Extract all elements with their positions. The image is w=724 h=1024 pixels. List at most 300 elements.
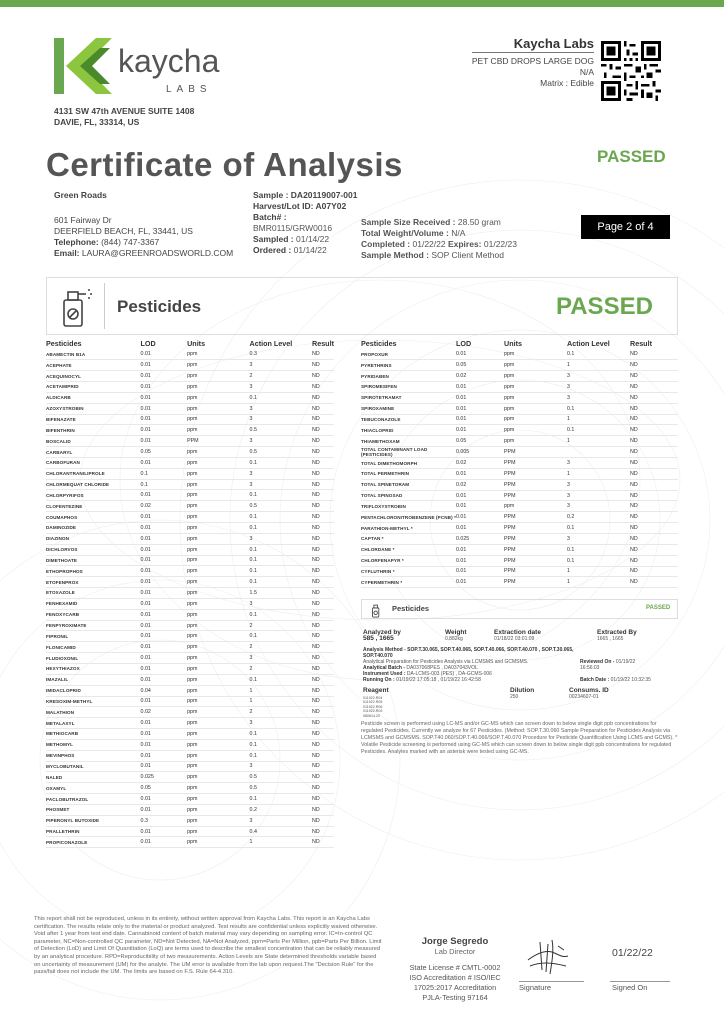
lod-value: 0.01	[141, 761, 188, 772]
units-value: ppm	[187, 479, 249, 490]
result-value: ND	[630, 534, 678, 545]
analyte-name: CHLORMEQUAT CHLORIDE	[46, 479, 141, 490]
action-level-value: 0.1	[250, 544, 312, 555]
analyzed-by-label: Analyzed by	[363, 629, 401, 636]
lod-value: 0.01	[456, 403, 504, 414]
units-value: ppm	[187, 685, 249, 696]
lod-value: 0.01	[456, 555, 504, 566]
lod-value: 0.02	[141, 707, 188, 718]
action-level-value: 3	[250, 761, 312, 772]
units-value: ppm	[187, 501, 249, 512]
result-value: ND	[312, 403, 334, 414]
lod-value: 0.05	[141, 783, 188, 794]
table-row	[46, 544, 334, 555]
table-row	[46, 360, 334, 371]
result-value: ND	[312, 804, 334, 815]
signed-on-label: Signed On	[612, 983, 648, 992]
extraction-date-label: Extraction date	[494, 629, 541, 636]
table-row	[46, 631, 334, 642]
analyte-name: IMAZALIL	[46, 674, 141, 685]
sample-details	[361, 217, 517, 261]
units-value: ppm	[187, 577, 249, 588]
analyte-name: ALDICARB	[46, 392, 141, 403]
units-value: ppm	[187, 468, 249, 479]
units-value: ppm	[187, 588, 249, 599]
lod-value: 0.05	[456, 436, 504, 447]
reagent-list	[363, 696, 473, 718]
result-value: ND	[630, 425, 678, 436]
batch-date-value: 01/19/22 10:32:35	[610, 677, 651, 683]
units-value: ppm	[187, 729, 249, 740]
lod-value: 0.01	[141, 403, 188, 414]
analyte-name: FENOXYCARB	[46, 609, 141, 620]
action-level-value: 1	[567, 436, 630, 447]
analyte-name: ETHOPROPHOS	[46, 566, 141, 577]
analyte-name: METALAXYL	[46, 718, 141, 729]
table-row	[46, 436, 334, 447]
signed-on-line	[610, 981, 670, 982]
sampled-label: Sampled :	[253, 234, 294, 244]
instrument-value: DA-LCMS-003 (PES) , DA-GCMS-006	[406, 671, 492, 677]
result-value: ND	[312, 523, 334, 534]
result-value: ND	[312, 468, 334, 479]
units-value: PPM	[504, 534, 567, 545]
lod-value: 0.3	[141, 815, 188, 826]
action-level-value: 3	[567, 458, 630, 469]
analyte-name: TOTAL CONTAMINANT LOAD (PESTICIDES)	[361, 447, 456, 458]
result-value: ND	[312, 457, 334, 468]
analyte-name: PYRIDABEN	[361, 371, 456, 382]
result-value: ND	[312, 382, 334, 393]
telephone-value: (844) 747-3367	[101, 237, 160, 247]
result-value: ND	[312, 674, 334, 685]
client-name: Green Roads	[54, 190, 107, 200]
lod-value: 0.01	[456, 349, 504, 360]
table-row	[361, 371, 678, 382]
result-value: ND	[312, 685, 334, 696]
analyte-name: ETOXAZOLE	[46, 588, 141, 599]
analyte-name: BIFENAZATE	[46, 414, 141, 425]
action-level-value: 2	[250, 371, 312, 382]
analyte-name: DAMINOZIDE	[46, 523, 141, 534]
batch-date-label: Batch Date :	[580, 677, 610, 683]
units-value: PPM	[504, 458, 567, 469]
result-value: ND	[630, 490, 678, 501]
analyte-name: PROPOXUR	[361, 349, 456, 360]
table-row	[46, 739, 334, 750]
table-row	[361, 360, 678, 371]
sample-id: Sample : DA20119007-001	[253, 190, 358, 200]
units-value: ppm	[187, 566, 249, 577]
units-value: PPM	[504, 523, 567, 534]
result-value: ND	[312, 631, 334, 642]
action-level-value: 0.1	[250, 739, 312, 750]
result-value: ND	[312, 588, 334, 599]
lab-info	[472, 38, 594, 89]
action-level-value: 0.5	[250, 425, 312, 436]
analyte-name: CARBARYL	[46, 447, 141, 458]
table-row	[361, 555, 678, 566]
reagent-label: Reagent	[363, 687, 389, 694]
result-value: ND	[312, 707, 334, 718]
action-level-value: 3	[250, 436, 312, 447]
lod-value: 0.01	[141, 696, 188, 707]
col-header-pesticide: Pesticides	[361, 339, 397, 348]
running-on-label: Running On :	[363, 677, 395, 683]
lod-value: 0.01	[456, 382, 504, 393]
lod-value: 0.01	[141, 826, 188, 837]
action-level-value: 0.1	[250, 577, 312, 588]
result-value: ND	[630, 360, 678, 371]
email-label: Email:	[54, 248, 80, 258]
action-level-value: 0.5	[250, 772, 312, 783]
action-level-value: 2	[250, 707, 312, 718]
table-row	[46, 794, 334, 805]
analyte-name: PENTACHLORONITROBENZENE (PCNB) *	[361, 512, 456, 523]
result-value: ND	[630, 479, 678, 490]
table-row	[46, 642, 334, 653]
extraction-date-value: 01/18/22 03:01:09	[494, 636, 535, 642]
state-license: State License # CMTL-0002	[409, 963, 501, 972]
method-note: Pesticide screen is performed using LC-MS and/or GC-MS which can screen down to below single digit ppb concentrations for regulated Pesticides. Currently we analyze for 67 Pesticides. (Method: SOP.T.30.060 Sample Preparation for Pesticides Analysis via LCMSMS and GCMSMS. SOP.T40.060/SOP.T.40.066/SOP.T.40.070 Procedure for Pesticide Quantification Using LCMS and GCMS). * Volatile Pesticide screening is performed using GC-MS which can screen down to below single digit ppb concentrations for regulated Pesticides. Analytes marked with an asterisk were tested using GC-MS.	[361, 721, 678, 755]
signed-date: 01/22/22	[612, 947, 653, 959]
action-level-value: 0.5	[250, 783, 312, 794]
analyte-name: CYFLUTHRIN *	[361, 566, 456, 577]
units-value: ppm	[187, 533, 249, 544]
extracted-by-value: 1665 , 1665	[597, 636, 624, 642]
units-value: ppm	[504, 392, 567, 403]
table-row	[46, 566, 334, 577]
action-level-value: 0.1	[567, 403, 630, 414]
action-level-value: 3	[250, 479, 312, 490]
lod-value: 0.01	[141, 804, 188, 815]
lod-value: 0.01	[141, 523, 188, 534]
spray-bottle-icon	[369, 602, 383, 618]
lod-value: 0.01	[141, 555, 188, 566]
table-row	[46, 783, 334, 794]
result-value: ND	[312, 761, 334, 772]
result-value: ND	[312, 783, 334, 794]
lab-address-line2: DAVIE, FL, 33314, US	[54, 117, 140, 127]
units-value: PPM	[504, 566, 567, 577]
units-value: PPM	[504, 512, 567, 523]
action-level-value: 3	[250, 414, 312, 425]
result-value: ND	[312, 794, 334, 805]
analyte-name: CYPERMETHRIN *	[361, 577, 456, 588]
result-value: ND	[312, 826, 334, 837]
action-level-value: 2	[250, 642, 312, 653]
units-value: PPM	[504, 544, 567, 555]
analyte-name: SPIROMESIFEN	[361, 382, 456, 393]
action-level-value: 0.1	[250, 512, 312, 523]
table-row	[46, 837, 334, 848]
result-value: ND	[312, 533, 334, 544]
action-level-value: 0.2	[250, 804, 312, 815]
units-value: ppm	[504, 360, 567, 371]
units-value: ppm	[187, 631, 249, 642]
analyte-name: THIAMETHOXAM	[361, 436, 456, 447]
table-row	[46, 403, 334, 414]
consums-label: Consums. ID	[569, 687, 609, 694]
table-row	[46, 479, 334, 490]
lod-value: 0.01	[141, 457, 188, 468]
action-level-value: 1	[567, 468, 630, 479]
result-value: ND	[630, 403, 678, 414]
col-header-action-level: Action Level	[567, 339, 610, 348]
action-level-value: 0.1	[250, 555, 312, 566]
expires-value: 01/22/23	[483, 239, 517, 249]
result-value: ND	[630, 436, 678, 447]
lab-name: Kaycha Labs	[513, 36, 594, 51]
result-value: ND	[630, 414, 678, 425]
action-level-value: 3	[250, 653, 312, 664]
analyte-name: CARBOFURAN	[46, 457, 141, 468]
analyte-name: ACETAMIPRID	[46, 382, 141, 393]
units-value: ppm	[504, 403, 567, 414]
reagent-item: 011922.R05	[363, 700, 383, 705]
analysis-method-text: Analysis Method - SOP.T.30.065, SOP.T.40.065, SOP.T.40.066, SOP.T.40.070 , SOP.T.30.065, SOP.T40.070	[363, 647, 574, 659]
units-value: PPM	[504, 577, 567, 588]
analyte-name: DIAZINON	[46, 533, 141, 544]
action-level-value: 3	[250, 815, 312, 826]
ordered-value: 01/14/22	[293, 245, 327, 255]
col-header-result: Result	[630, 339, 652, 348]
table-row	[46, 804, 334, 815]
units-value: PPM	[504, 555, 567, 566]
batch-value: BMR0115/GRW0016	[253, 223, 333, 233]
analyte-name: HEXYTHIAZOX	[46, 663, 141, 674]
analyte-name: CLOFENTEZINE	[46, 501, 141, 512]
lod-value: 0.01	[456, 490, 504, 501]
col-header-result: Result	[312, 339, 334, 348]
size-label: Sample Size Received :	[361, 217, 456, 227]
units-value: ppm	[187, 512, 249, 523]
analyte-name: DICHLORVOS	[46, 544, 141, 555]
units-value: ppm	[187, 447, 249, 458]
units-value: ppm	[187, 425, 249, 436]
analyte-name: BIFENTHRIN	[46, 425, 141, 436]
telephone-label: Telephone:	[54, 237, 99, 247]
lod-value: 0.01	[141, 642, 188, 653]
result-value: ND	[630, 382, 678, 393]
table-row	[361, 382, 678, 393]
harvest-lot: Harvest/Lot ID: A07Y02	[253, 201, 347, 211]
result-value: ND	[312, 718, 334, 729]
table-row	[361, 403, 678, 414]
lab-address-line1: 4131 SW 47th AVENUE SUITE 1408	[54, 106, 195, 116]
units-value: ppm	[504, 501, 567, 512]
table-row	[46, 588, 334, 599]
units-value: ppm	[187, 718, 249, 729]
client-address-line1: 601 Fairway Dr	[54, 215, 112, 225]
table-row	[46, 577, 334, 588]
analyte-name: PROPICONAZOLE	[46, 837, 141, 848]
signer-name: Jorge Segredo	[421, 936, 489, 947]
action-level-value: 0.1	[250, 457, 312, 468]
table-row	[46, 512, 334, 523]
table-row	[46, 609, 334, 620]
lod-value: 0.01	[141, 653, 188, 664]
analyte-name: ACEQUINOCYL	[46, 371, 141, 382]
lod-value: 0.01	[456, 392, 504, 403]
result-value: ND	[312, 360, 334, 371]
analyte-name: DIMETHOATE	[46, 555, 141, 566]
summary-status: PASSED	[646, 605, 671, 611]
method-label: Sample Method :	[361, 250, 430, 260]
lod-value: 0.01	[141, 349, 188, 360]
consums-info	[569, 688, 649, 700]
lod-value: 0.01	[456, 501, 504, 512]
analyte-name: CHLORANTRANILIPROLE	[46, 468, 141, 479]
table-row	[46, 663, 334, 674]
table-row	[46, 457, 334, 468]
lod-value: 0.01	[141, 382, 188, 393]
units-value: PPM	[504, 447, 567, 458]
client-info	[54, 190, 233, 259]
table-row	[46, 685, 334, 696]
analyte-name: PACLOBUTRAZOL	[46, 794, 141, 805]
analyte-name: TOTAL SPINOSAD	[361, 490, 456, 501]
client-address-line2: DEERFIELD BEACH, FL, 33441, US	[54, 226, 193, 236]
result-value: ND	[312, 447, 334, 458]
product-name: PET CBD DROPS LARGE DOG	[472, 52, 594, 67]
pjla-testing: PJLA-Testing 97164	[422, 993, 488, 1002]
lod-value: 0.01	[141, 588, 188, 599]
analytical-batch-value: DA037068PES , DA037043VOL	[406, 665, 478, 671]
analyte-name: CHLORDANE *	[361, 544, 456, 555]
result-value: ND	[312, 577, 334, 588]
lod-value: 0.01	[141, 631, 188, 642]
analyte-name: TEBUCONAZOLE	[361, 414, 456, 425]
table-row	[46, 490, 334, 501]
action-level-value: 1	[250, 837, 312, 848]
analysis-prep: Analytical Preparation for Pesticides Analysis via LCMSMS and GCMSMS.	[363, 659, 529, 665]
action-level-value: 0.1	[250, 609, 312, 620]
analyte-name: MEVINPHOS	[46, 750, 141, 761]
analyte-name: CAPTAN *	[361, 534, 456, 545]
result-value: ND	[630, 544, 678, 555]
col-header-pesticide: Pesticides	[46, 339, 82, 348]
col-header-units: Units	[187, 339, 206, 348]
action-level-value: 3	[567, 382, 630, 393]
lod-value: 0.01	[141, 490, 188, 501]
table-row	[46, 815, 334, 826]
completed-value: 01/22/22	[412, 239, 446, 249]
table-row	[361, 577, 678, 588]
result-value: ND	[312, 815, 334, 826]
table-row	[46, 468, 334, 479]
analyte-name: METHIOCARB	[46, 729, 141, 740]
analyte-name: FLONICAMID	[46, 642, 141, 653]
analyte-name: SPIROTETRAMAT	[361, 392, 456, 403]
result-value: ND	[312, 566, 334, 577]
lod-value: 0.01	[141, 598, 188, 609]
dilution-label: Dilution	[510, 687, 535, 694]
units-value: ppm	[187, 544, 249, 555]
batch-label: Batch# :	[253, 212, 287, 222]
page-title: Certificate of Analysis	[46, 146, 403, 183]
result-value: ND	[312, 772, 334, 783]
action-level-value	[567, 447, 630, 458]
action-level-value: 0.1	[250, 566, 312, 577]
reagent-item: 080614.20	[363, 713, 380, 718]
reagent-info	[363, 688, 473, 718]
lod-value: 0.01	[141, 566, 188, 577]
units-value: PPM	[504, 479, 567, 490]
method-value: SOP Client Method	[431, 250, 504, 260]
analyte-name: BOSCALID	[46, 436, 141, 447]
units-value: ppm	[187, 382, 249, 393]
lod-value: 0.01	[141, 620, 188, 631]
expires-label: Expires:	[447, 239, 482, 249]
result-value: ND	[312, 544, 334, 555]
lod-value: 0.01	[456, 523, 504, 534]
signature-label: Signature	[519, 983, 552, 992]
table-row	[361, 392, 678, 403]
table-row	[46, 382, 334, 393]
units-value: ppm	[187, 392, 249, 403]
table-row	[361, 414, 678, 425]
action-level-value: 0.1	[250, 794, 312, 805]
table-row	[46, 696, 334, 707]
analyte-name: TOTAL SPINETORAM	[361, 479, 456, 490]
result-value: ND	[630, 555, 678, 566]
units-value: ppm	[187, 414, 249, 425]
units-value: ppm	[187, 761, 249, 772]
lod-value: 0.01	[141, 414, 188, 425]
pesticides-table-left	[46, 338, 334, 848]
lod-value: 0.01	[456, 468, 504, 479]
units-value: ppm	[187, 750, 249, 761]
result-value: ND	[630, 566, 678, 577]
result-value: ND	[630, 523, 678, 534]
action-level-value: 0.1	[567, 544, 630, 555]
result-value: ND	[312, 349, 334, 360]
table-row	[361, 534, 678, 545]
analyte-name: CHLORPYRIFOS	[46, 490, 141, 501]
lod-value: 0.01	[141, 392, 188, 403]
result-value: ND	[312, 479, 334, 490]
analyte-name: FLUDIOXONIL	[46, 653, 141, 664]
analyte-name: TOTAL DIMETHOMORPH	[361, 458, 456, 469]
action-level-value: 3	[250, 403, 312, 414]
result-value: ND	[312, 371, 334, 382]
table-row	[46, 447, 334, 458]
action-level-value: 3	[250, 360, 312, 371]
lod-value: 0.05	[456, 360, 504, 371]
email-value: LAURA@GREENROADSWORLD.COM	[81, 248, 234, 258]
ordered-label: Ordered :	[253, 245, 292, 255]
units-value: PPM	[504, 490, 567, 501]
table-row	[46, 729, 334, 740]
action-level-value: 1	[567, 577, 630, 588]
action-level-value: 3	[250, 533, 312, 544]
instrument-info	[363, 671, 583, 683]
table-row	[361, 512, 678, 523]
lod-value: 0.02	[141, 501, 188, 512]
result-value: ND	[630, 447, 678, 458]
reviewed-on-value: 01/19/22 16:56:03	[580, 659, 636, 671]
table-row	[46, 598, 334, 609]
lod-value: 0.01	[141, 750, 188, 761]
analyte-name: KRESOXIM-METHYL	[46, 696, 141, 707]
table-row	[361, 436, 678, 447]
footer-disclaimer: This report shall not be reproduced, unless in its entirety, without written approval from Kaycha Labs. This report is an Kaycha Labs certification. The results relate only to the material or product analyzed. Test results are confidential unless explicitly waived otherwise. Void after 1 year from test end date. Cannabinoid content of batch material may vary depending on sampling error. IC=In-control QC parameter, NC=Non-controlled QC parameter, ND=Not Detected, NA=Not Analyzed, ppm=Parts Per Million, ppb=Parts Per Billion. Limit of Detection (LoD) and Limit Of Quantitation (LoQ) are terms used to describe the smallest concentration that can be reliably measured by an analytical procedure. RPD=Reproducibility of two measurements. Action Levels are State determined thresholds variable based on uncertainty of measurement (UM) for the analyte. The UM error is available from the lab upon request.The "Decision Rule" for the pass/fail does not include the UM. The limits are based on F.S. Rule 64-4.310.	[34, 916, 382, 976]
result-value: ND	[312, 739, 334, 750]
action-level-value: 1	[567, 566, 630, 577]
action-level-value: 2	[250, 620, 312, 631]
result-value: ND	[630, 458, 678, 469]
